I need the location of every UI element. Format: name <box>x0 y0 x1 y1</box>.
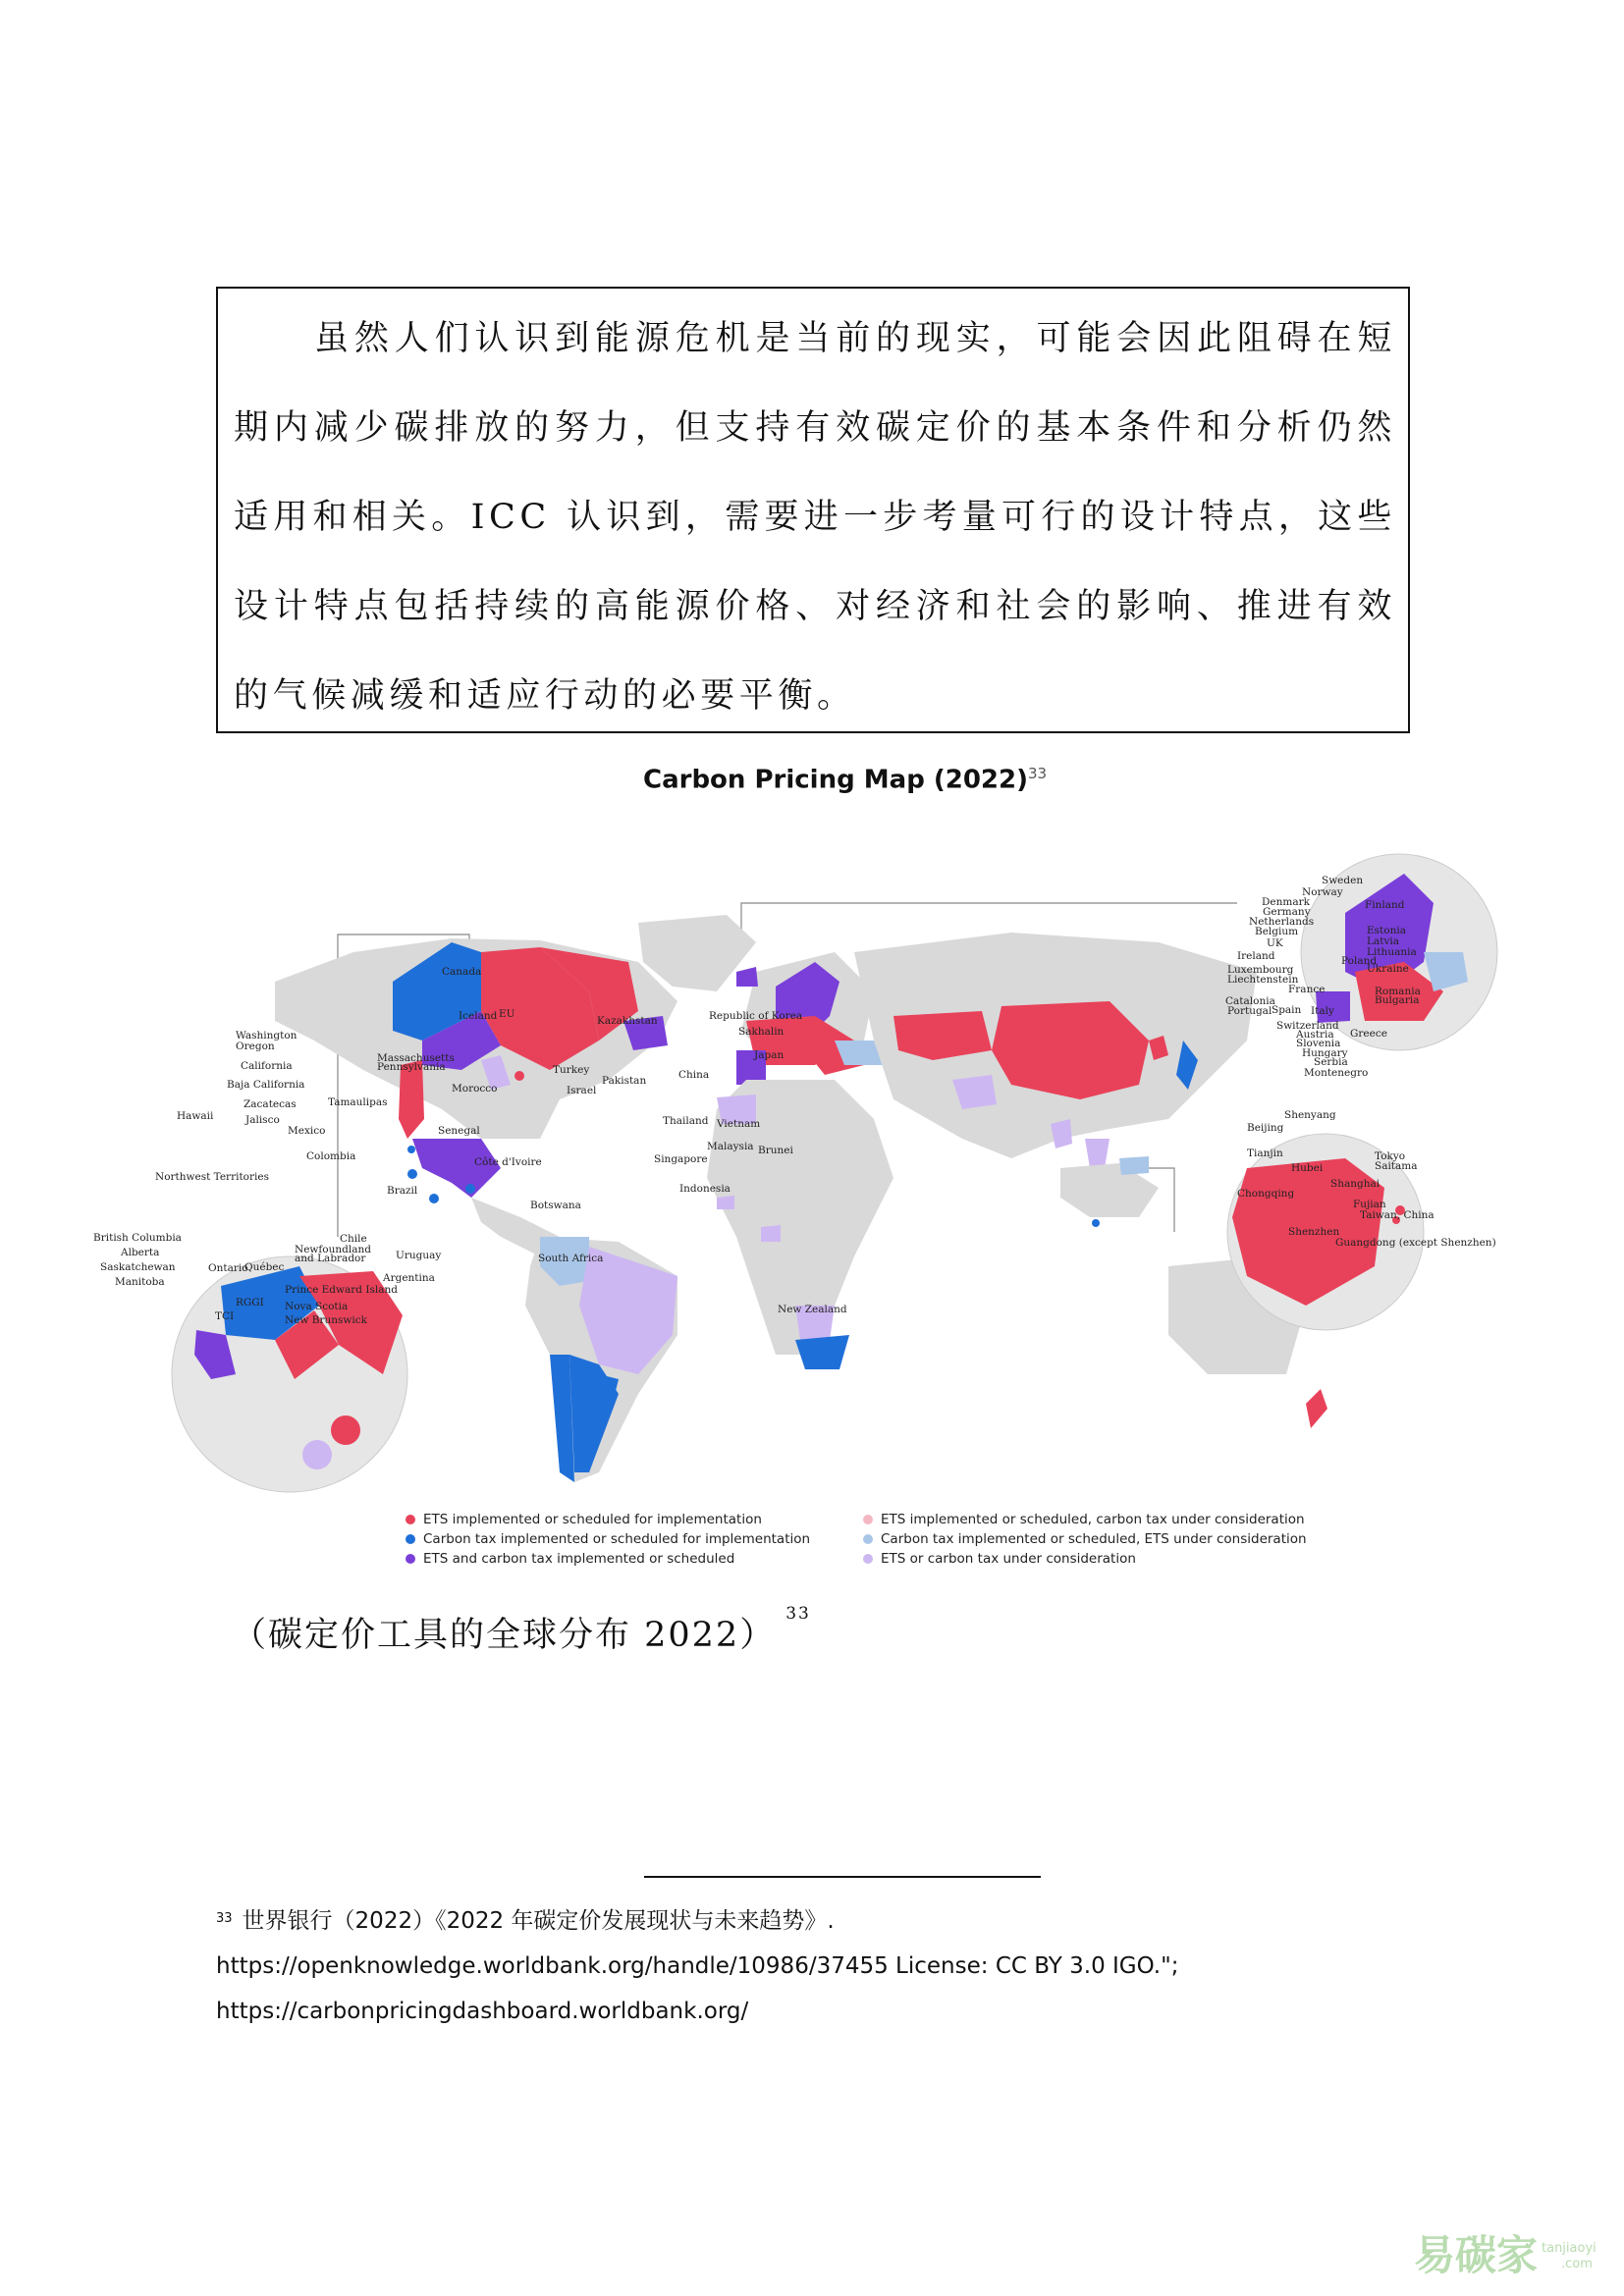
label-cote: Côte d'Ivoire <box>474 1156 542 1168</box>
legend-item-tax-ets-consideration <box>863 1531 1307 1547</box>
label-germany: Germany <box>1263 906 1311 918</box>
label-liechtenstein: Liechtenstein <box>1227 974 1299 986</box>
label-alberta: Alberta <box>121 1247 160 1258</box>
label-washington: Washington <box>236 1030 298 1041</box>
footnote <box>216 1898 1178 2034</box>
legend-item-both <box>406 1551 734 1567</box>
watermark-brand: 易碳家 <box>1414 2231 1539 2279</box>
label-sakhalin: Sakhalin <box>738 1026 785 1038</box>
label-luxembourg: Luxembourg <box>1227 964 1294 976</box>
footnote-divider <box>644 1876 1041 1878</box>
label-denmark: Denmark <box>1262 896 1310 908</box>
label-ontario: Ontario <box>208 1262 248 1274</box>
label-italy: Italy <box>1311 1005 1334 1017</box>
label-botswana: Botswana <box>530 1200 581 1211</box>
label-portugal: Portugal <box>1227 1005 1272 1017</box>
figure-caption <box>232 1604 811 1657</box>
label-taiwan: Taiwan, China <box>1360 1209 1435 1221</box>
label-ukraine: Ukraine <box>1367 963 1409 975</box>
label-oregon: Oregon <box>236 1041 275 1052</box>
label-austria: Austria <box>1296 1029 1334 1041</box>
cote-shape <box>761 1225 781 1242</box>
label-pennsylvania: Pennsylvania <box>377 1061 446 1073</box>
watermark-domain: tanjiaoyi <box>1542 2241 1597 2256</box>
label-estonia: Estonia <box>1367 925 1406 936</box>
label-labrador: and Labrador <box>295 1253 366 1264</box>
map-title-ref: 33 <box>1027 765 1048 782</box>
label-finland: Finland <box>1365 899 1405 911</box>
label-latvia: Latvia <box>1367 935 1400 947</box>
label-poland: Poland <box>1341 955 1378 967</box>
label-rggi: RGGI <box>236 1297 264 1308</box>
label-hungary: Hungary <box>1302 1047 1348 1059</box>
label-newfoundland: Newfoundland <box>295 1244 371 1255</box>
label-colombia: Colombia <box>306 1150 356 1162</box>
legend-label: ETS or carbon tax under consideration <box>881 1551 1136 1567</box>
label-greece: Greece <box>1350 1028 1387 1040</box>
label-netherlands: Netherlands <box>1249 916 1315 928</box>
footnote-line-1 <box>216 1898 1178 1944</box>
legend-item-ets-tax-consideration <box>863 1512 1305 1527</box>
marker-jalisco <box>429 1194 439 1203</box>
iceland-shape <box>736 967 758 987</box>
label-tianjin: Tianjin <box>1247 1148 1283 1159</box>
map-title <box>643 765 1047 795</box>
label-nwt: Northwest Territories <box>155 1171 269 1183</box>
label-hubei: Hubei <box>1291 1162 1324 1174</box>
label-france: France <box>1288 984 1326 995</box>
label-kazakhstan: Kazakhstan <box>597 1015 658 1027</box>
senegal-shape <box>717 1196 734 1209</box>
label-zacatecas: Zacatecas <box>244 1098 297 1110</box>
legend-swatch <box>406 1534 415 1544</box>
label-senegal: Senegal <box>438 1125 480 1137</box>
label-manitoba: Manitoba <box>115 1276 165 1288</box>
label-tokyo: Tokyo <box>1375 1150 1406 1162</box>
label-new-brunswick: New Brunswick <box>285 1314 367 1326</box>
label-tci: TCI <box>215 1310 235 1322</box>
legend-swatch <box>406 1515 415 1524</box>
footnote-source: 世界银行（2022）《2022 年碳定价发展现状与未来趋势》. <box>242 1908 835 1934</box>
legend-label: ETS implemented or scheduled, carbon tax under consideration <box>881 1512 1305 1527</box>
world-map <box>93 844 1496 1531</box>
legend-label: Carbon tax implemented or scheduled for implementation <box>423 1531 811 1547</box>
legend-item-carbon-tax <box>406 1531 810 1547</box>
label-serbia: Serbia <box>1314 1056 1348 1068</box>
watermark-tld: .com <box>1561 2257 1593 2271</box>
label-israel: Israel <box>567 1085 597 1096</box>
label-chile: Chile <box>340 1233 367 1245</box>
legend-swatch <box>406 1554 415 1564</box>
label-jalisco: Jalisco <box>245 1114 280 1126</box>
label-fujian: Fujian <box>1353 1199 1386 1210</box>
legend-swatch <box>863 1554 873 1564</box>
label-spain: Spain <box>1272 1004 1302 1016</box>
label-massachusetts: Massachusetts <box>377 1052 455 1064</box>
mexico-shape <box>412 1139 501 1198</box>
label-canada: Canada <box>442 966 482 978</box>
marker-zacatecas <box>407 1169 417 1179</box>
label-china: China <box>678 1069 710 1081</box>
new-zealand-shape <box>1306 1389 1327 1428</box>
label-belgium: Belgium <box>1255 926 1299 937</box>
label-bulgaria: Bulgaria <box>1375 994 1420 1006</box>
marker-massachusetts <box>514 1071 524 1081</box>
marker-baja <box>407 1146 415 1153</box>
map-legend <box>406 1512 1338 1575</box>
label-shenzhen: Shenzhen <box>1288 1226 1340 1238</box>
thailand-shape <box>1051 1119 1072 1148</box>
label-new-zealand: New Zealand <box>778 1304 847 1315</box>
marker-singapore <box>1092 1219 1100 1227</box>
legend-label: Carbon tax implemented or scheduled, ETS under consideration <box>881 1531 1307 1547</box>
label-chongqing: Chongqing <box>1237 1188 1295 1200</box>
indonesia-shape <box>1119 1156 1149 1175</box>
label-uruguay: Uruguay <box>396 1250 442 1261</box>
label-tamaulipas: Tamaulipas <box>328 1096 388 1108</box>
label-saitama: Saitama <box>1375 1160 1418 1172</box>
label-norway: Norway <box>1302 886 1343 898</box>
label-indonesia: Indonesia <box>679 1183 731 1195</box>
label-nova-scotia: Nova Scotia <box>285 1301 349 1312</box>
legend-label: ETS and carbon tax implemented or scheduled <box>423 1551 735 1567</box>
carbon-pricing-map <box>93 844 1496 1531</box>
label-pakistan: Pakistan <box>602 1075 647 1087</box>
label-argentina: Argentina <box>383 1272 435 1284</box>
legend-label: ETS implemented or scheduled for implementation <box>423 1512 762 1527</box>
label-sweden: Sweden <box>1322 875 1364 886</box>
label-japan: Japan <box>754 1049 785 1061</box>
label-morocco: Morocco <box>452 1083 498 1095</box>
label-pei: Prince Edward Island <box>285 1284 398 1296</box>
footnote-line-3[interactable]: https://carbonpricingdashboard.worldbank.org/ <box>216 1999 749 2024</box>
label-brazil: Brazil <box>387 1185 418 1197</box>
footnote-line-2[interactable]: https://openknowledge.worldbank.org/handle/10986/37455 License: CC BY 3.0 IGO."; <box>216 1953 1179 1979</box>
label-guangdong: Guangdong (except Shenzhen) <box>1335 1237 1496 1249</box>
caption-ref: 33 <box>785 1604 811 1624</box>
vietnam-shape <box>1085 1139 1110 1168</box>
label-brunei: Brunei <box>758 1145 793 1156</box>
label-switzerland: Switzerland <box>1276 1020 1339 1032</box>
label-uk: UK <box>1267 937 1283 949</box>
label-shenyang: Shenyang <box>1284 1109 1336 1121</box>
marker-tamaulipas <box>465 1184 475 1194</box>
label-slovenia: Slovenia <box>1296 1038 1341 1049</box>
label-beijing: Beijing <box>1247 1122 1284 1134</box>
label-baja: Baja California <box>227 1079 305 1091</box>
label-lithuania: Lithuania <box>1367 946 1417 958</box>
label-hawaii: Hawaii <box>177 1110 214 1122</box>
label-mexico: Mexico <box>288 1125 326 1137</box>
label-bc: British Columbia <box>93 1232 182 1244</box>
label-malaysia: Malaysia <box>707 1141 754 1152</box>
boxed-paragraph <box>216 287 1410 733</box>
label-singapore: Singapore <box>654 1153 708 1165</box>
footnote-ref: 33 <box>216 1911 233 1926</box>
label-turkey: Turkey <box>553 1064 590 1076</box>
label-california: California <box>241 1060 293 1072</box>
legend-swatch <box>863 1515 873 1524</box>
label-quebec: Québec <box>244 1261 285 1273</box>
map-title-text: Carbon Pricing Map (2022) <box>643 765 1028 795</box>
inset-tci-circle <box>302 1440 332 1469</box>
label-vietnam: Vietnam <box>717 1118 761 1130</box>
legend-item-under-consideration <box>863 1551 1136 1567</box>
label-iceland: Iceland <box>459 1010 498 1022</box>
label-eu: EU <box>499 1008 515 1020</box>
label-catalonia: Catalonia <box>1225 995 1275 1007</box>
label-saskatchewan: Saskatchewan <box>100 1261 176 1273</box>
label-ireland: Ireland <box>1237 950 1275 962</box>
inset-rggi-circle <box>331 1415 360 1445</box>
label-korea: Republic of Korea <box>709 1010 803 1022</box>
label-romania: Romania <box>1375 986 1421 997</box>
label-montenegro: Montenegro <box>1304 1067 1369 1079</box>
kazakhstan-shape <box>893 1011 992 1060</box>
watermark-logo <box>1414 2226 1600 2279</box>
legend-item-ets <box>406 1512 762 1527</box>
label-shanghai: Shanghai <box>1330 1178 1380 1190</box>
label-thailand: Thailand <box>663 1115 709 1127</box>
legend-swatch <box>863 1534 873 1544</box>
caption-text: （碳定价工具的全球分布 2022） <box>232 1616 777 1655</box>
label-south-africa: South Africa <box>538 1253 604 1264</box>
south-africa-shape <box>795 1335 849 1369</box>
paragraph-text: 虽然人们认识到能源危机是当前的现实，可能会因此阻碍在短期内减少碳排放的努力，但支持有效碳定价的基本条件和分析仍然适用和相关。ICC 认识到，需要进一步考量可行的设计特点，这些设计特点包括持续的高能源价格、对经济和社会的影响、推进有效的气候减缓和适应行动的必要平衡。 <box>234 319 1396 716</box>
